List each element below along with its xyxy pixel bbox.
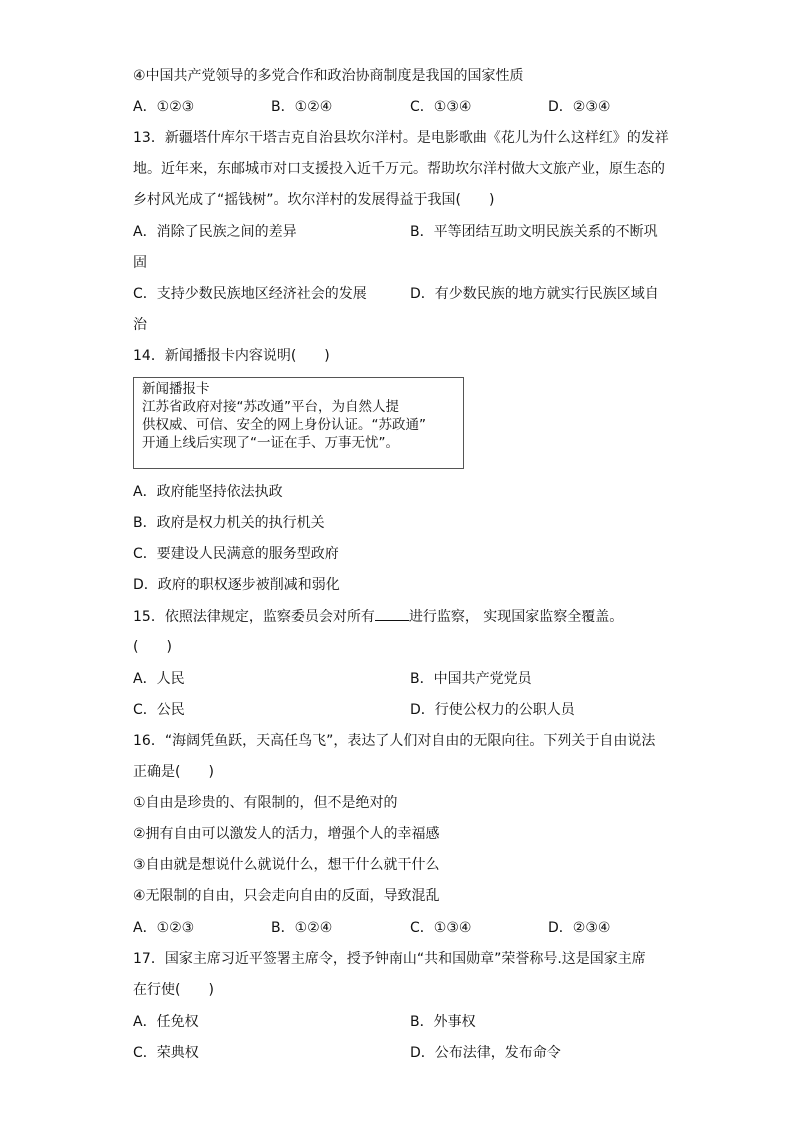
q16-option-b[interactable]: B．①②④ — [271, 920, 333, 936]
q15-option-c[interactable]: C．公民 — [133, 702, 185, 718]
q15-option-d[interactable]: D．行使公权力的公职人员 — [410, 702, 575, 718]
q13-stem-line-3: 乡村风光成了“摇钱树”。坎尔洋村的发展得益于我国( ) — [133, 192, 495, 208]
q13-option-c[interactable]: C．支持少数民族地区经济社会的发展 — [133, 286, 367, 302]
card-line-1: 江苏省政府对接“苏改通”平台，为自然人提 — [142, 399, 399, 415]
q16-option-d[interactable]: D．②③④ — [548, 920, 611, 936]
q12-statement-4: ④中国共产党领导的多党合作和政治协商制度是我国的国家性质 — [133, 68, 524, 84]
q16-statement-4: ④无限制的自由，只会走向自由的反面，导致混乱 — [133, 888, 440, 904]
q14-stem: 14．新闻播报卡内容说明( ) — [133, 348, 330, 364]
q12-option-c[interactable]: C．①③④ — [410, 99, 472, 115]
q13-option-d-continued: 治 — [133, 317, 147, 333]
q17-option-b[interactable]: B．外事权 — [410, 1014, 476, 1030]
q16-statement-2: ②拥有自由可以激发人的活力，增强个人的幸福感 — [133, 826, 440, 842]
q15-option-b[interactable]: B．中国共产党党员 — [410, 671, 532, 687]
q14-option-d[interactable]: D．政府的职权逐步被削减和弱化 — [133, 577, 340, 593]
q13-option-d[interactable]: D．有少数民族的地方就实行民族区域自 — [410, 286, 659, 302]
q16-statement-1: ①自由是珍贵的、有限制的，但不是绝对的 — [133, 795, 398, 811]
q16-statement-3: ③自由就是想说什么就说什么，想干什么就干什么 — [133, 857, 440, 873]
q13-option-a[interactable]: A．消除了民族之间的差异 — [133, 224, 297, 240]
q15-paren: ( ) — [133, 639, 172, 655]
q16-stem-line-2: 正确是( ) — [133, 764, 214, 780]
q15-option-a[interactable]: A．人民 — [133, 671, 185, 687]
q15-stem-before: 15．依照法律规定，监察委员会对所有 — [133, 609, 375, 625]
q13-stem-line-2: 地。近年来，东邮城市对口支援投入近千万元。帮助坎尔洋村做大文旅产业，原生态的 — [133, 161, 665, 177]
q14-option-b[interactable]: B．政府是权力机关的执行机关 — [133, 515, 325, 531]
q16-stem-line-1: 16．“海阔凭鱼跃，天高任鸟飞”，表达了人们对自由的无限向往。下列关于自由说法 — [133, 733, 656, 749]
q15-blank — [375, 606, 409, 621]
q14-option-c[interactable]: C．要建设人民满意的服务型政府 — [133, 546, 339, 562]
q17-stem-line-2: 在行使( ) — [133, 982, 214, 998]
q17-option-c[interactable]: C．荣典权 — [133, 1045, 199, 1061]
news-broadcast-card — [133, 377, 464, 469]
q17-option-a[interactable]: A．任免权 — [133, 1014, 199, 1030]
q16-option-a[interactable]: A．①②③ — [133, 920, 195, 936]
card-title: 新闻播报卡 — [142, 381, 210, 397]
card-line-2: 供权威、可信、安全的网上身份认证。“苏政通” — [142, 417, 426, 433]
q13-option-b-continued: 固 — [133, 255, 147, 271]
q16-option-c[interactable]: C．①③④ — [410, 920, 472, 936]
q17-stem-line-1: 17．国家主席习近平签署主席令，授予钟南山“共和国勋章”荣誉称号.这是国家主席 — [133, 951, 646, 967]
q15-stem-after: 进行监察， 实现国家监察全覆盖。 — [408, 609, 624, 625]
q17-option-d[interactable]: D．公布法律，发布命令 — [410, 1045, 561, 1061]
q15-stem — [133, 606, 623, 627]
q12-option-b[interactable]: B．①②④ — [271, 99, 333, 115]
q12-option-d[interactable]: D．②③④ — [548, 99, 611, 115]
q13-stem-line-1: 13．新疆塔什库尔干塔吉克自治县坎尔洋村。是电影歌曲《花儿为什么这样红》的发祥 — [133, 130, 669, 146]
q14-option-a[interactable]: A．政府能坚持依法执政 — [133, 484, 283, 500]
q12-option-a[interactable]: A．①②③ — [133, 99, 195, 115]
card-line-3: 开通上线后实现了“一证在手、万事无忧”。 — [142, 435, 399, 451]
q13-option-b[interactable]: B．平等团结互助文明民族关系的不断巩 — [410, 224, 658, 240]
